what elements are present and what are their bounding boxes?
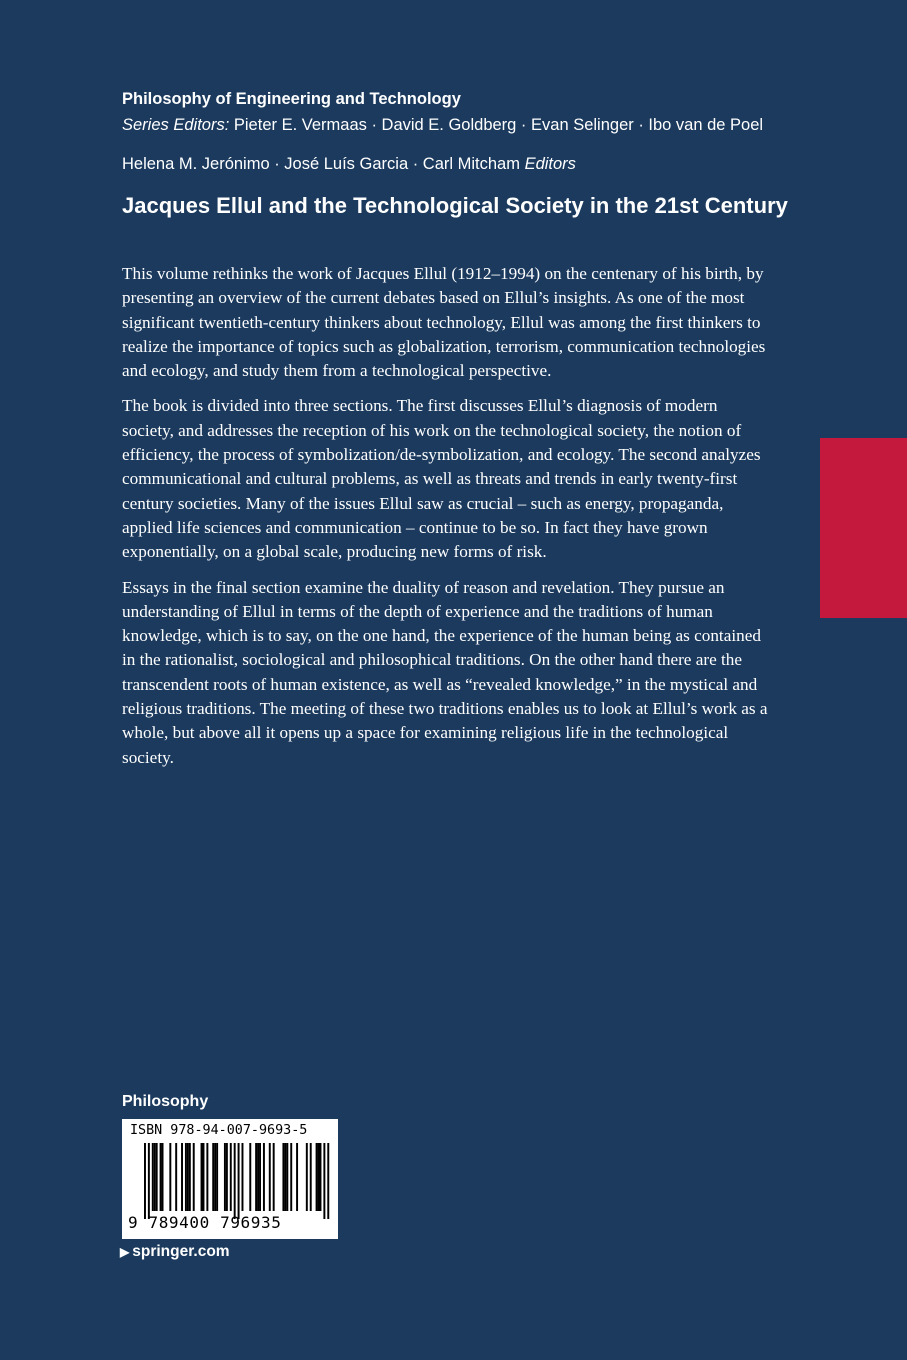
barcode-bar [212,1143,214,1211]
barcode-bar [310,1143,312,1211]
accent-tab [820,438,907,618]
barcode-bar [290,1143,292,1211]
barcode-bar [203,1143,205,1211]
series-editors: Pieter E. Vermaas · David E. Goldberg · Evan Selinger · Ibo van de Poel [233,116,764,134]
barcode-bar [226,1143,228,1211]
barcode-bar [316,1143,318,1211]
barcode-bar [327,1143,329,1219]
barcode-bar [230,1143,232,1211]
barcode-bar [189,1143,191,1211]
barcode-bar [306,1143,308,1211]
isbn-text: ISBN 978-94-007-9693-5 [130,1123,308,1138]
barcode-bar [144,1143,146,1219]
barcode-bar [296,1143,298,1211]
barcode-bar [187,1143,189,1211]
barcode-bar [323,1143,325,1219]
barcode-bar [273,1143,275,1211]
barcode-bar [156,1143,158,1211]
blurb [122,262,770,781]
barcode-bar [259,1143,261,1211]
barcode-digits: 9 789400 796935 [128,1213,282,1232]
blurb-paragraph: Essays in the final section examine the duality of reason and revelation. They pursue an understanding of Ellul in terms of the depth of experience and the traditions of human knowledge, which is to say, on the one hand, the experience of the human being as contained in the rationalist, sociological and philosophical traditions. On the other hand there are the transcendent roots of human existence, as well as “revealed knowledge,” in the mystical and religious traditions. The meeting of these two traditions enables us to look at Ellul’s work as a whole, but above all it opens up a space for examining religious life in the technological society. [122,577,768,767]
barcode-bar [257,1143,259,1211]
series-editors-line [122,112,763,138]
barcode-bar [185,1143,187,1211]
barcode-bar [154,1143,156,1211]
publisher-url: springer.com [132,1243,230,1260]
blurb-paragraph: This volume rethinks the work of Jacques Ellul (1912–1994) on the centenary of his birth, by presenting an overview of the current debates based on Ellul’s insights. As one of the most significant twentieth-century thinkers about technology, Ellul was among the first thinkers to realize the importance of topics such as globalization, terrorism, communication technologies and ecology, and study them from a technological perspective. [122,264,766,381]
book-editors: Helena M. Jerónimo · José Luís Garcia · Carl Mitcham [122,155,520,173]
series-block [122,86,763,138]
subject-label: Philosophy [122,1093,209,1110]
blurb-paragraph: The book is divided into three sections. The first discusses Ellul’s diagnosis of modern society, and addresses the reception of his work on the technological society, the notion of efficiency, the process of symbolization/de-symbolization, and ecology. The second analyzes communicational and cultural problems, as well as threats and trends in early twenty-first century societies. Many of the issues Ellul saw as crucial – such as energy, propaganda, applied life sciences and communication – continue to be so. In fact they have grown exponentially, on a global scale, producing new forms of risk. [122,396,761,562]
barcode-bar [242,1143,244,1211]
publisher-link[interactable] [120,1243,230,1261]
barcode-bar [255,1143,257,1211]
barcode-bar [206,1143,208,1211]
barcode-bar [269,1143,271,1211]
barcode-bar [234,1143,236,1219]
barcode-bar [318,1143,320,1211]
barcode-bar [249,1143,251,1211]
barcode-bar [148,1143,150,1219]
barcode-bar [169,1143,171,1211]
isbn-barcode [122,1119,338,1239]
barcode-bar [286,1143,288,1211]
barcode-bar [162,1143,164,1211]
barcode-bar [201,1143,203,1211]
barcode-bar [160,1143,162,1211]
barcode-bar [320,1143,322,1211]
book-editors-label: Editors [524,155,576,173]
barcode-bar [282,1143,284,1211]
book-editors-line [122,151,576,177]
barcode-bar [263,1143,265,1211]
barcode-bar [238,1143,240,1219]
book-title: Jacques Ellul and the Technological Society in the 21st Century [122,193,788,218]
series-editors-label: Series Editors: [122,116,230,134]
barcode-bar [193,1143,195,1211]
barcode-bar [284,1143,286,1211]
barcode-bar [224,1143,226,1211]
barcode-bar [175,1143,177,1211]
barcode-bar [181,1143,183,1211]
barcode-bar [216,1143,218,1211]
series-title: Philosophy of Engineering and Technology [122,90,461,108]
barcode-bar [152,1143,154,1211]
arrow-icon: ▶ [120,1245,130,1259]
barcode-bar [214,1143,216,1211]
